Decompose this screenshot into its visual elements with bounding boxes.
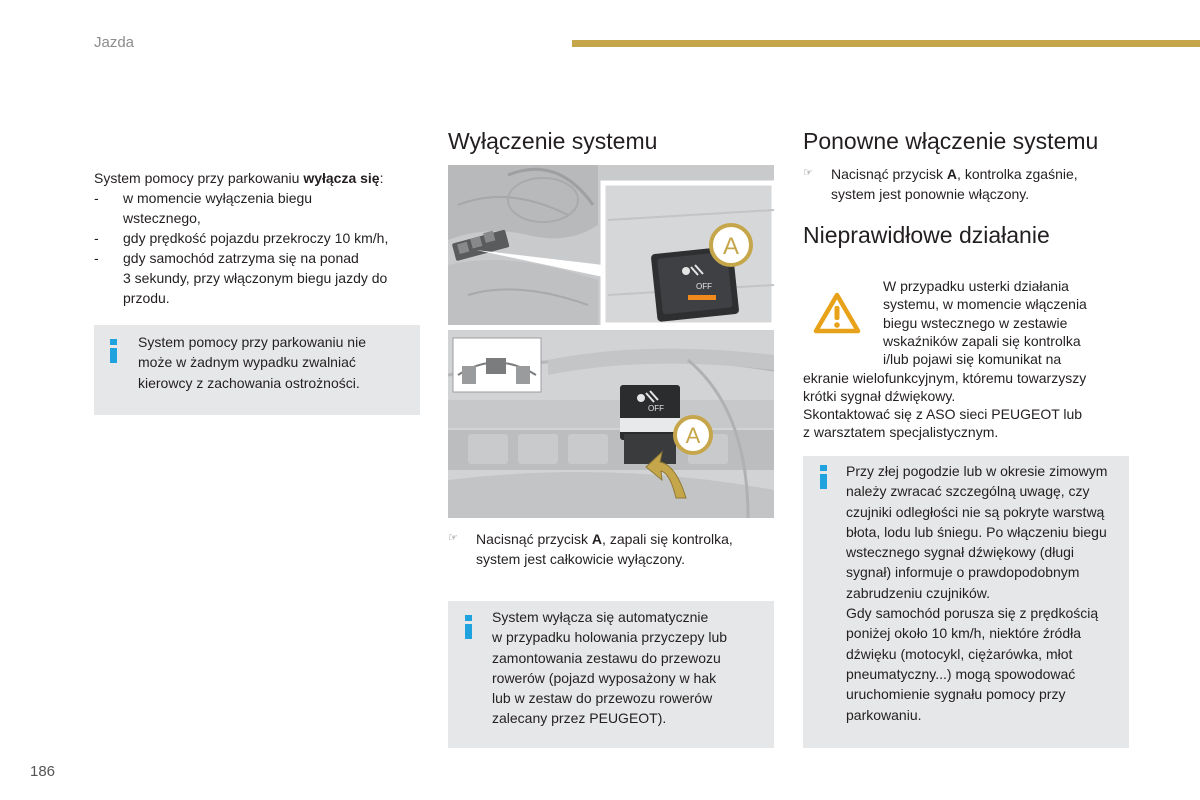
pointer-icon: ☞	[803, 167, 813, 179]
step-switch-on: ☞ Nacisnąć przycisk A, kontrolka zgaśnie, system jest ponownie włączony.	[803, 164, 1133, 204]
heading-switch-on: Ponowne włączenie systemu	[803, 128, 1099, 154]
button-off-text-2: OFF	[648, 404, 664, 413]
button-a-marker: A	[722, 233, 740, 260]
console-switch-illustration	[448, 330, 774, 518]
page-number: 186	[30, 763, 56, 780]
heading-switch-off: Wyłączenie systemu	[448, 128, 658, 154]
button-off-text: OFF	[696, 282, 712, 291]
dashboard-illustration	[448, 165, 774, 325]
condition-list	[94, 188, 420, 308]
list-item: - gdy samochód zatrzyma się na ponad 3 sekundy, przy włączonym biegu jazdy do przodu.	[94, 250, 388, 306]
info-box-weather-sensors	[803, 456, 1129, 748]
info-text: System wyłącza się automatycznie w przypadku holowania przyczepy lub zamontowania zestawu do przewozu rowerów (pojazd wyposażony w hak lub w zestaw do przewozu rowerów zalecany przez PEUGEOT).	[492, 609, 728, 727]
info-icon	[110, 339, 117, 363]
button-a-marker-2: A	[685, 423, 701, 448]
list-item: - w momencie wyłączenia biegu wstecznego,	[94, 190, 313, 226]
step-switch-off: ☞ Nacisnąć przycisk A, zapali się kontrolka, system jest całkowicie wyłączony.	[448, 529, 774, 569]
info-icon	[820, 465, 827, 489]
console-illustration	[448, 330, 774, 518]
warning-icon	[813, 292, 861, 334]
deactivation-intro: System pomocy przy parkowaniu wyłącza się:	[94, 170, 384, 186]
info-text: System pomocy przy parkowaniu nie może w żadnym wypadku zwalniać kierowcy z zachowania ostrożności.	[138, 334, 366, 391]
list-item: - gdy prędkość pojazdu przekroczy 10 km/h,	[94, 230, 389, 246]
dashboard-switch-illustration	[448, 165, 774, 325]
info-box-auto-deactivation	[448, 601, 774, 748]
pointer-icon: ☞	[448, 532, 458, 544]
heading-malfunction: Nieprawidłowe działanie	[803, 222, 1050, 248]
info-box-driver-responsibility	[94, 325, 420, 415]
deactivation-conditions	[94, 168, 420, 308]
header-accent-bar	[572, 40, 1200, 47]
malfunction-text-indented: W przypadku usterki działania systemu, w momencie włączenia biegu wstecznego w zestawie wskaźników zapali się kontrolka i/lub pojawi się komunikat na	[883, 278, 1087, 368]
malfunction-text: ekranie wielofunkcyjnym, któremu towarzyszy krótki sygnał dźwiękowy. Skontaktować się z ASO sieci PEUGEOT lub z warsztatem specjalistycznym.	[803, 369, 1087, 441]
info-text: Przy złej pogodzie lub w okresie zimowym należy zwracać szczególną uwagę, czy czujniki odległości nie są pokryte warstwą błota, lodu lub śniegu. Po włączeniu biegu wstecznego sygnał dźwiękowy (długi sygnał) informuje o prawdopodobnym zabrudzeniu czujników. Gdy samochód porusza się z prędkością poniżej około 10 km/h, niektóre źródła dźwięku (motocykl, ciężarówka, młot pneumatyczny...) mogą spowodować uruchomienie sygnału pomocy przy parkowaniu.	[846, 463, 1108, 723]
info-icon	[465, 615, 472, 639]
section-title: Jazda	[94, 34, 135, 51]
